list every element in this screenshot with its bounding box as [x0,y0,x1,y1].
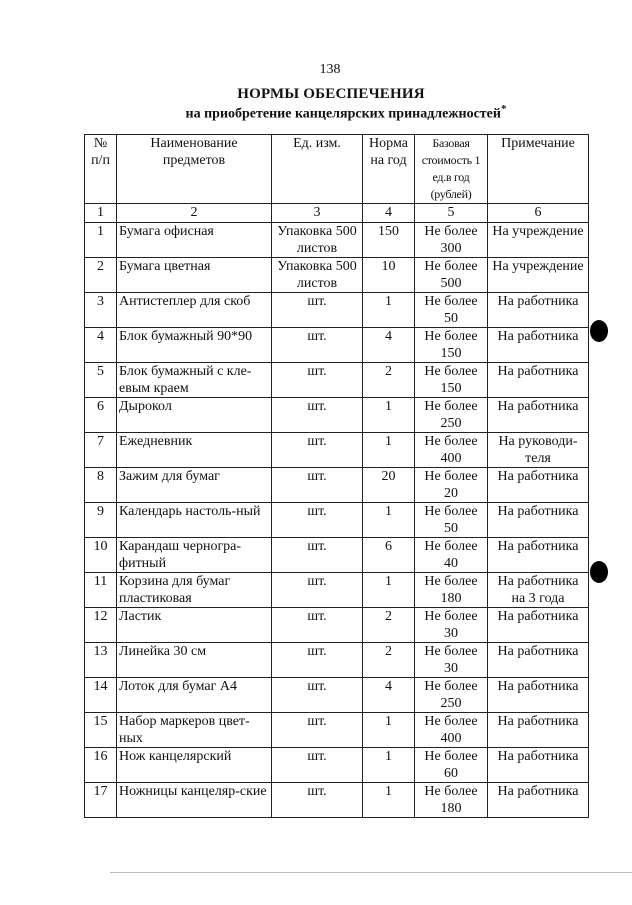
cell-num: 16 [85,748,117,783]
cell-unit: шт. [272,468,363,503]
table-row [85,783,589,818]
cell-cost: Не более 60 [415,748,488,783]
header-cost: Базовая стоимость 1 ед.в год (рублей) [415,135,488,204]
table-row [85,503,589,538]
cell-norm: 1 [363,293,415,328]
cell-note: На работника [488,713,589,748]
cell-num: 9 [85,503,117,538]
cell-note: На руководи-теля [488,433,589,468]
table-row [85,573,589,608]
cell-norm: 2 [363,363,415,398]
column-number: 5 [415,204,488,223]
cell-norm: 1 [363,783,415,818]
cell-unit: шт. [272,398,363,433]
cell-cost: Не более 180 [415,573,488,608]
cell-name: Набор маркеров цвет-ных [117,713,272,748]
cell-cost: Не более 180 [415,783,488,818]
punch-hole-mark [590,561,608,583]
cell-unit: шт. [272,713,363,748]
cell-norm: 20 [363,468,415,503]
cell-norm: 10 [363,258,415,293]
cell-num: 4 [85,328,117,363]
cell-note: На работника [488,783,589,818]
cell-name: Бумага офисная [117,223,272,258]
table-row [85,608,589,643]
header-name: Наименование предметов [117,135,272,204]
header-unit: Ед. изм. [272,135,363,204]
table-row [85,328,589,363]
cell-cost: Не более 250 [415,678,488,713]
table-row [85,433,589,468]
cell-cost: Не более 300 [415,223,488,258]
cell-norm: 6 [363,538,415,573]
cell-unit: шт. [272,573,363,608]
cell-cost: Не более 30 [415,643,488,678]
cell-cost: Не более 250 [415,398,488,433]
cell-unit: шт. [272,363,363,398]
cell-unit: шт. [272,433,363,468]
column-number: 3 [272,204,363,223]
cell-norm: 150 [363,223,415,258]
cell-cost: Не более 40 [415,538,488,573]
cell-name: Лоток для бумаг А4 [117,678,272,713]
cell-num: 14 [85,678,117,713]
scan-edge-line [110,872,632,873]
cell-unit: шт. [272,643,363,678]
cell-name: Блок бумажный 90*90 [117,328,272,363]
table-row [85,678,589,713]
header-num: № п/п [85,135,117,204]
cell-cost: Не более 30 [415,608,488,643]
table-row [85,258,589,293]
cell-name: Дырокол [117,398,272,433]
cell-name: Бумага цветная [117,258,272,293]
table-row [85,538,589,573]
cell-num: 5 [85,363,117,398]
cell-norm: 4 [363,678,415,713]
norms-table [84,134,589,818]
cell-norm: 4 [363,328,415,363]
cell-norm: 1 [363,748,415,783]
cell-note: На работника [488,678,589,713]
cell-unit: шт. [272,678,363,713]
column-number: 4 [363,204,415,223]
cell-num: 8 [85,468,117,503]
cell-norm: 2 [363,643,415,678]
cell-name: Блок бумажный с кле-евым краем [117,363,272,398]
column-number: 2 [117,204,272,223]
cell-cost: Не более 20 [415,468,488,503]
cell-num: 11 [85,573,117,608]
cell-unit: шт. [272,783,363,818]
cell-note: На работника [488,468,589,503]
cell-name: Антистеплер для скоб [117,293,272,328]
document-subtitle [0,103,632,123]
cell-norm: 1 [363,573,415,608]
punch-hole-mark [590,320,608,342]
cell-unit: шт. [272,503,363,538]
cell-num: 6 [85,398,117,433]
cell-note: На работника [488,398,589,433]
cell-note: На работника [488,538,589,573]
cell-note: На работника [488,643,589,678]
cell-name: Нож канцелярский [117,748,272,783]
table-row [85,713,589,748]
cell-num: 7 [85,433,117,468]
cell-cost: Не более 150 [415,363,488,398]
table-row [85,223,589,258]
cell-name: Календарь настоль-ный [117,503,272,538]
column-number: 1 [85,204,117,223]
cell-num: 1 [85,223,117,258]
cell-unit: шт. [272,538,363,573]
cell-cost: Не более 400 [415,713,488,748]
cell-name: Ножницы канцеляр-ские [117,783,272,818]
cell-unit: шт. [272,608,363,643]
table-row [85,293,589,328]
cell-name: Корзина для бумаг пластиковая [117,573,272,608]
cell-cost: Не более 50 [415,503,488,538]
page-number: 138 [319,62,341,77]
cell-norm: 1 [363,503,415,538]
cell-name: Карандаш черногра-фитный [117,538,272,573]
cell-norm: 1 [363,433,415,468]
cell-note: На работника [488,503,589,538]
footnote-mark: * [500,103,507,115]
cell-unit: Упаковка 500 листов [272,223,363,258]
cell-note: На работника [488,328,589,363]
cell-name: Ластик [117,608,272,643]
cell-note: На работника [488,748,589,783]
cell-num: 15 [85,713,117,748]
table-row [85,468,589,503]
table-row [85,398,589,433]
cell-norm: 1 [363,713,415,748]
cell-norm: 1 [363,398,415,433]
cell-num: 10 [85,538,117,573]
table-header-row [85,135,589,204]
table-row [85,643,589,678]
header-note: Примечание [488,135,589,204]
cell-unit: Упаковка 500 листов [272,258,363,293]
table-row [85,748,589,783]
cell-unit: шт. [272,748,363,783]
cell-note: На работника на 3 года [488,573,589,608]
cell-cost: Не более 50 [415,293,488,328]
column-number: 6 [488,204,589,223]
cell-unit: шт. [272,328,363,363]
cell-cost: Не более 150 [415,328,488,363]
header-norm: Норма на год [363,135,415,204]
cell-note: На работника [488,293,589,328]
cell-note: На работника [488,363,589,398]
cell-name: Ежедневник [117,433,272,468]
cell-note: На работника [488,608,589,643]
table-row [85,363,589,398]
cell-num: 17 [85,783,117,818]
cell-cost: Не более 400 [415,433,488,468]
cell-name: Линейка 30 см [117,643,272,678]
cell-num: 2 [85,258,117,293]
cell-num: 13 [85,643,117,678]
cell-num: 12 [85,608,117,643]
cell-unit: шт. [272,293,363,328]
cell-note: На учреждение [488,258,589,293]
subtitle-text: на приобретение канцелярских принадлежностей [185,106,501,122]
cell-name: Зажим для бумаг [117,468,272,503]
document-title: НОРМЫ ОБЕСПЕЧЕНИЯ [237,86,425,102]
cell-cost: Не более 500 [415,258,488,293]
cell-note: На учреждение [488,223,589,258]
column-number-row [85,204,589,223]
cell-norm: 2 [363,608,415,643]
cell-num: 3 [85,293,117,328]
